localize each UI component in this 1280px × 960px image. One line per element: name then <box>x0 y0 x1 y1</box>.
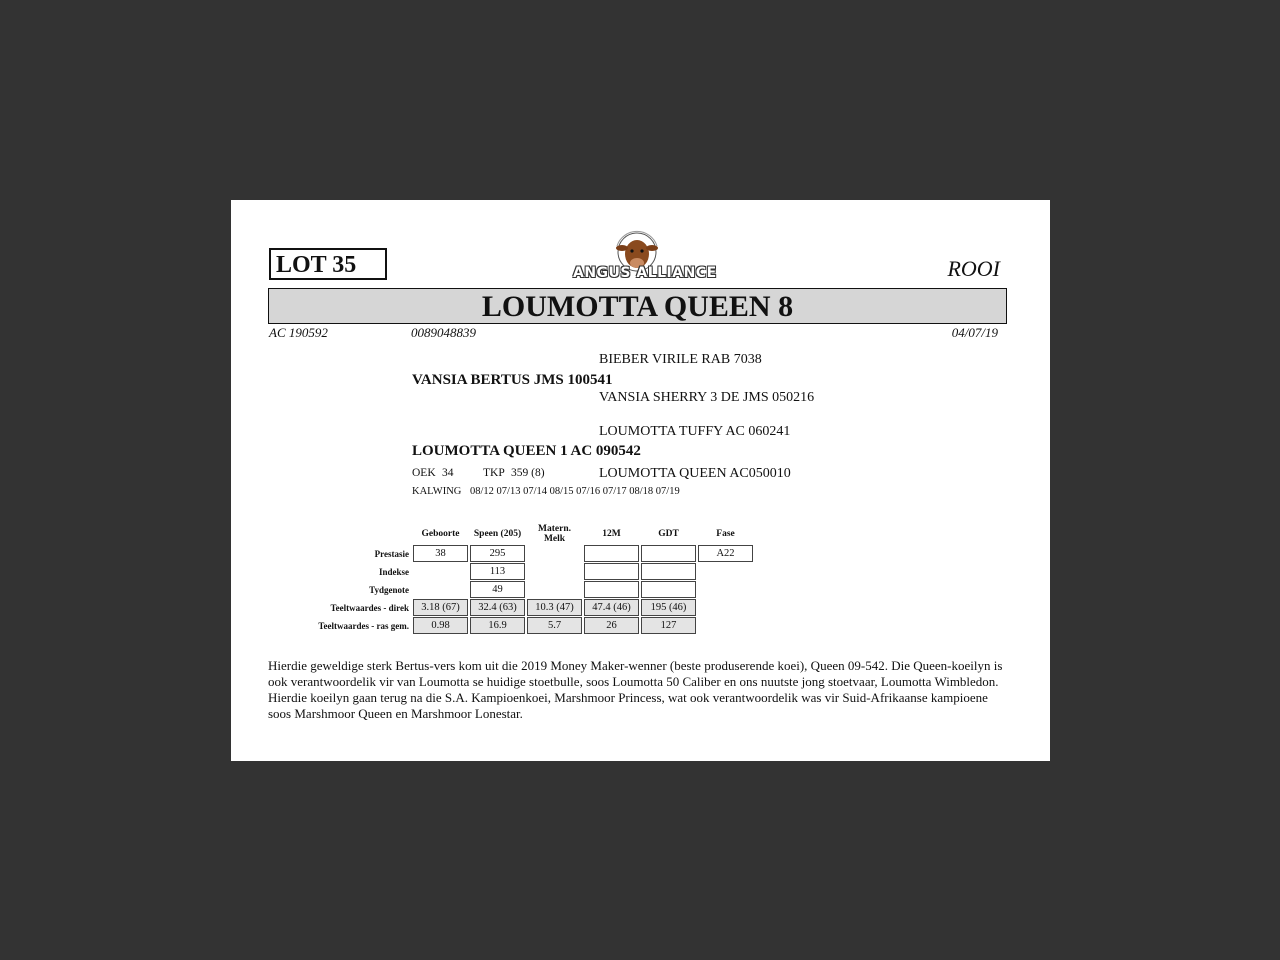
row-label: Tydgenote <box>369 584 409 595</box>
table-cell: 3.18 (67) <box>413 599 468 616</box>
table-cell <box>698 617 753 634</box>
breed-color: ROOI <box>947 256 1000 281</box>
animal-name: LOUMOTTA QUEEN 8 <box>268 288 1007 324</box>
table-cell <box>413 581 468 598</box>
dam-sire: LOUMOTTA TUFFY AC 060241 <box>599 424 791 439</box>
table-cell <box>641 545 696 562</box>
registration-number: AC 190592 <box>269 325 328 340</box>
table-cell <box>527 563 582 580</box>
kalwing-label: KALWING <box>412 486 462 497</box>
tkp-label: TKP <box>483 467 505 479</box>
row-label: Prestasie <box>374 548 409 559</box>
table-cell: 5.7 <box>527 617 582 634</box>
dam-dam: LOUMOTTA QUEEN AC050010 <box>599 466 791 481</box>
table-cell: 32.4 (63) <box>470 599 525 616</box>
performance-table <box>291 523 755 635</box>
table-cell <box>698 563 753 580</box>
id-number: 0089048839 <box>411 325 476 340</box>
row-label: Teeltwaardes - direk <box>330 602 409 613</box>
birth-date: 04/07/19 <box>951 325 998 340</box>
table-cell: 295 <box>470 545 525 562</box>
table-cell <box>584 563 639 580</box>
table-cell <box>698 599 753 616</box>
tkp-value: 359 (8) <box>511 467 545 479</box>
lot-number: LOT 35 <box>269 248 387 280</box>
oek-value: 34 <box>442 467 454 479</box>
table-cell: 38 <box>413 545 468 562</box>
table-row <box>293 581 753 598</box>
table-row <box>293 599 753 616</box>
table-cell: 0.98 <box>413 617 468 634</box>
sire-sire: BIEBER VIRILE RAB 7038 <box>599 352 762 367</box>
table-cell <box>413 563 468 580</box>
table-cell <box>641 563 696 580</box>
table-row <box>293 617 753 634</box>
logo-text: ANGUS ALLIANCE <box>573 265 717 281</box>
table-cell: 195 (46) <box>641 599 696 616</box>
table-cell: 16.9 <box>470 617 525 634</box>
table-cell: 47.4 (46) <box>584 599 639 616</box>
oek-label: OEK <box>412 467 436 479</box>
row-label: Teeltwaardes - ras gem. <box>318 620 409 631</box>
col-header: Matern. Melk <box>538 524 571 544</box>
table-cell <box>584 581 639 598</box>
catalog-page <box>231 200 1050 761</box>
kalwing-dates: 08/12 07/13 07/14 08/15 07/16 07/17 08/18 07/19 <box>470 486 680 497</box>
table-cell <box>698 581 753 598</box>
table-cell: 113 <box>470 563 525 580</box>
table-header-row <box>293 524 753 544</box>
dam: LOUMOTTA QUEEN 1 AC 090542 <box>412 443 641 459</box>
table-cell <box>584 545 639 562</box>
table-cell <box>527 581 582 598</box>
table-row <box>293 563 753 580</box>
col-header: Geboorte <box>421 529 460 539</box>
table-row <box>293 545 753 562</box>
col-header: 12M <box>602 529 621 539</box>
sire-dam: VANSIA SHERRY 3 DE JMS 050216 <box>599 390 815 405</box>
col-header: Speen (205) <box>473 529 522 539</box>
table-cell <box>641 581 696 598</box>
sire: VANSIA BERTUS JMS 100541 <box>412 372 613 388</box>
row-label: Indekse <box>378 566 409 577</box>
col-header: Fase <box>716 529 735 539</box>
lot-description: Hierdie geweldige sterk Bertus-vers kom uit die 2019 Money Maker-wenner (beste produserende koei), Queen 09-542. Die Queen-koeilyn is ook verantwoordelik vir van Loumotta se huidige stoetbulle, soos Loumotta 50 Caliber en ons nuutste jong stoetvaar, Loumotta Wimbledon. Hierdie koeilyn gaan terug na die S.A. Kampioenkoei, Marshmoor Princess, wat ook verantwoordelik was vir Suid-Afrikaanse kampioene soos Marshmoor Queen en Marshmoor Lonestar. <box>268 658 1003 721</box>
table-cell: 127 <box>641 617 696 634</box>
angus-alliance-logo <box>571 226 717 286</box>
table-cell: 26 <box>584 617 639 634</box>
table-cell <box>527 545 582 562</box>
table-cell: A22 <box>698 545 753 562</box>
table-cell: 49 <box>470 581 525 598</box>
col-header: GDT <box>658 529 679 539</box>
table-cell: 10.3 (47) <box>527 599 582 616</box>
